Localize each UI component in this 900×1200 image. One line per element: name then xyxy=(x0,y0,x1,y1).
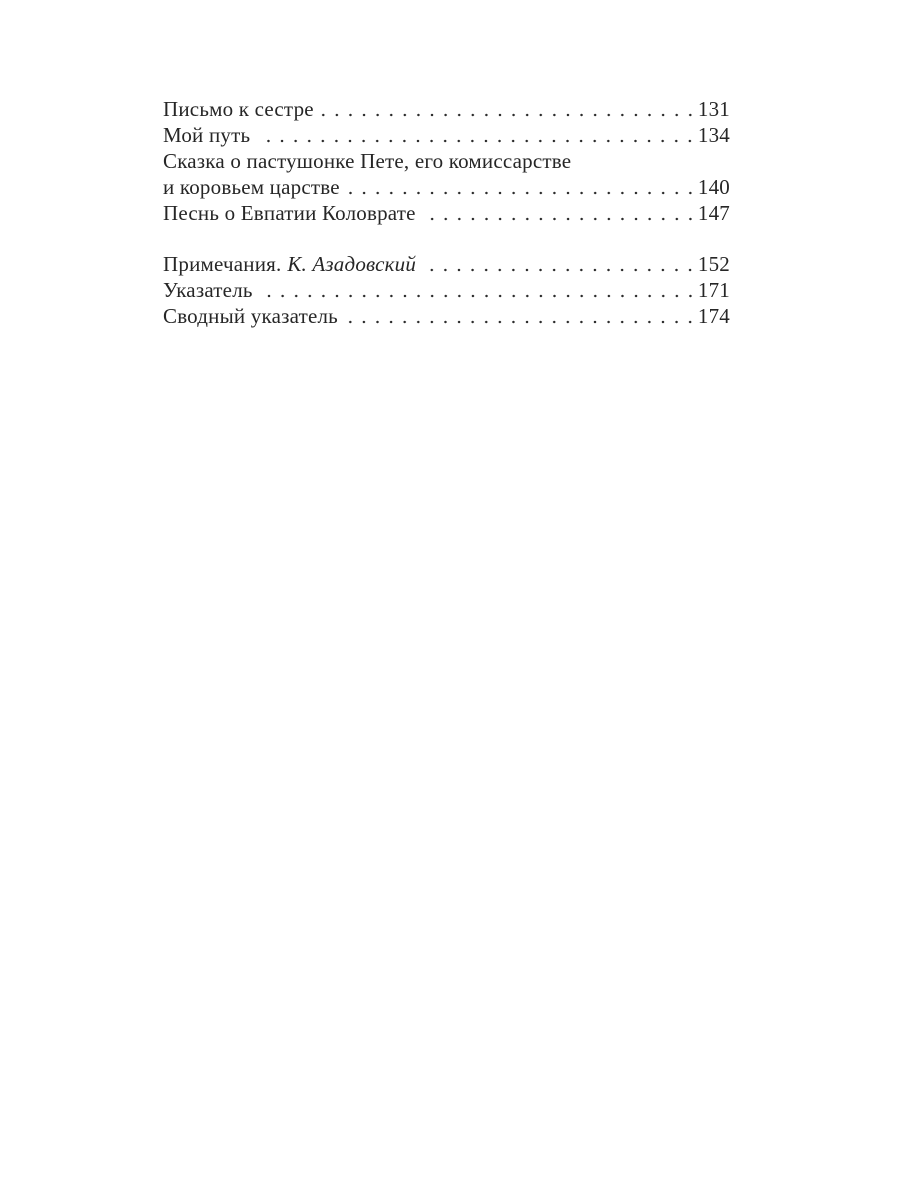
toc-entry xyxy=(163,277,730,303)
dot-leader xyxy=(423,200,697,226)
toc-entry-title: Сказка о пастушонке Пете, его комиссарстве xyxy=(163,149,572,173)
dot-leader xyxy=(321,96,697,122)
dot-leader xyxy=(347,174,697,200)
toc-entry xyxy=(163,251,730,277)
toc-entry xyxy=(163,200,730,226)
toc-page-number: 131 xyxy=(697,97,730,121)
toc-page-number: 147 xyxy=(697,201,730,225)
toc-page-number: 140 xyxy=(697,175,730,199)
toc-entry xyxy=(163,122,730,148)
toc-entry xyxy=(163,303,730,329)
table-of-contents xyxy=(163,96,730,329)
toc-page-number: 134 xyxy=(697,123,730,147)
toc-entry-title: Песнь о Евпатии Коловрате xyxy=(163,201,416,225)
dot-leader xyxy=(345,303,697,329)
toc-entry-author-italic: К. Азадовский xyxy=(287,252,417,276)
dot-leader xyxy=(423,251,697,277)
toc-entry-title: Письмо к сестре xyxy=(163,97,314,121)
toc-entry-title: Указатель xyxy=(163,278,253,302)
dot-leader xyxy=(260,277,697,303)
toc-page-number: 171 xyxy=(697,278,730,302)
toc-page-number: 174 xyxy=(697,304,730,328)
toc-section-apparatus xyxy=(163,251,730,329)
dot-leader xyxy=(257,122,697,148)
toc-entry-wrapped-line2 xyxy=(163,174,730,200)
toc-entry-wrapped-line1 xyxy=(163,148,730,174)
toc-page-number: 152 xyxy=(697,252,730,276)
toc-entry-title: Мой путь xyxy=(163,123,251,147)
toc-entry xyxy=(163,96,730,122)
toc-entry-title: Сводный указатель xyxy=(163,304,338,328)
toc-entry-title: Примечания. xyxy=(163,252,282,276)
toc-entry-title: и коровьем царстве xyxy=(163,175,340,199)
toc-section-works xyxy=(163,96,730,226)
